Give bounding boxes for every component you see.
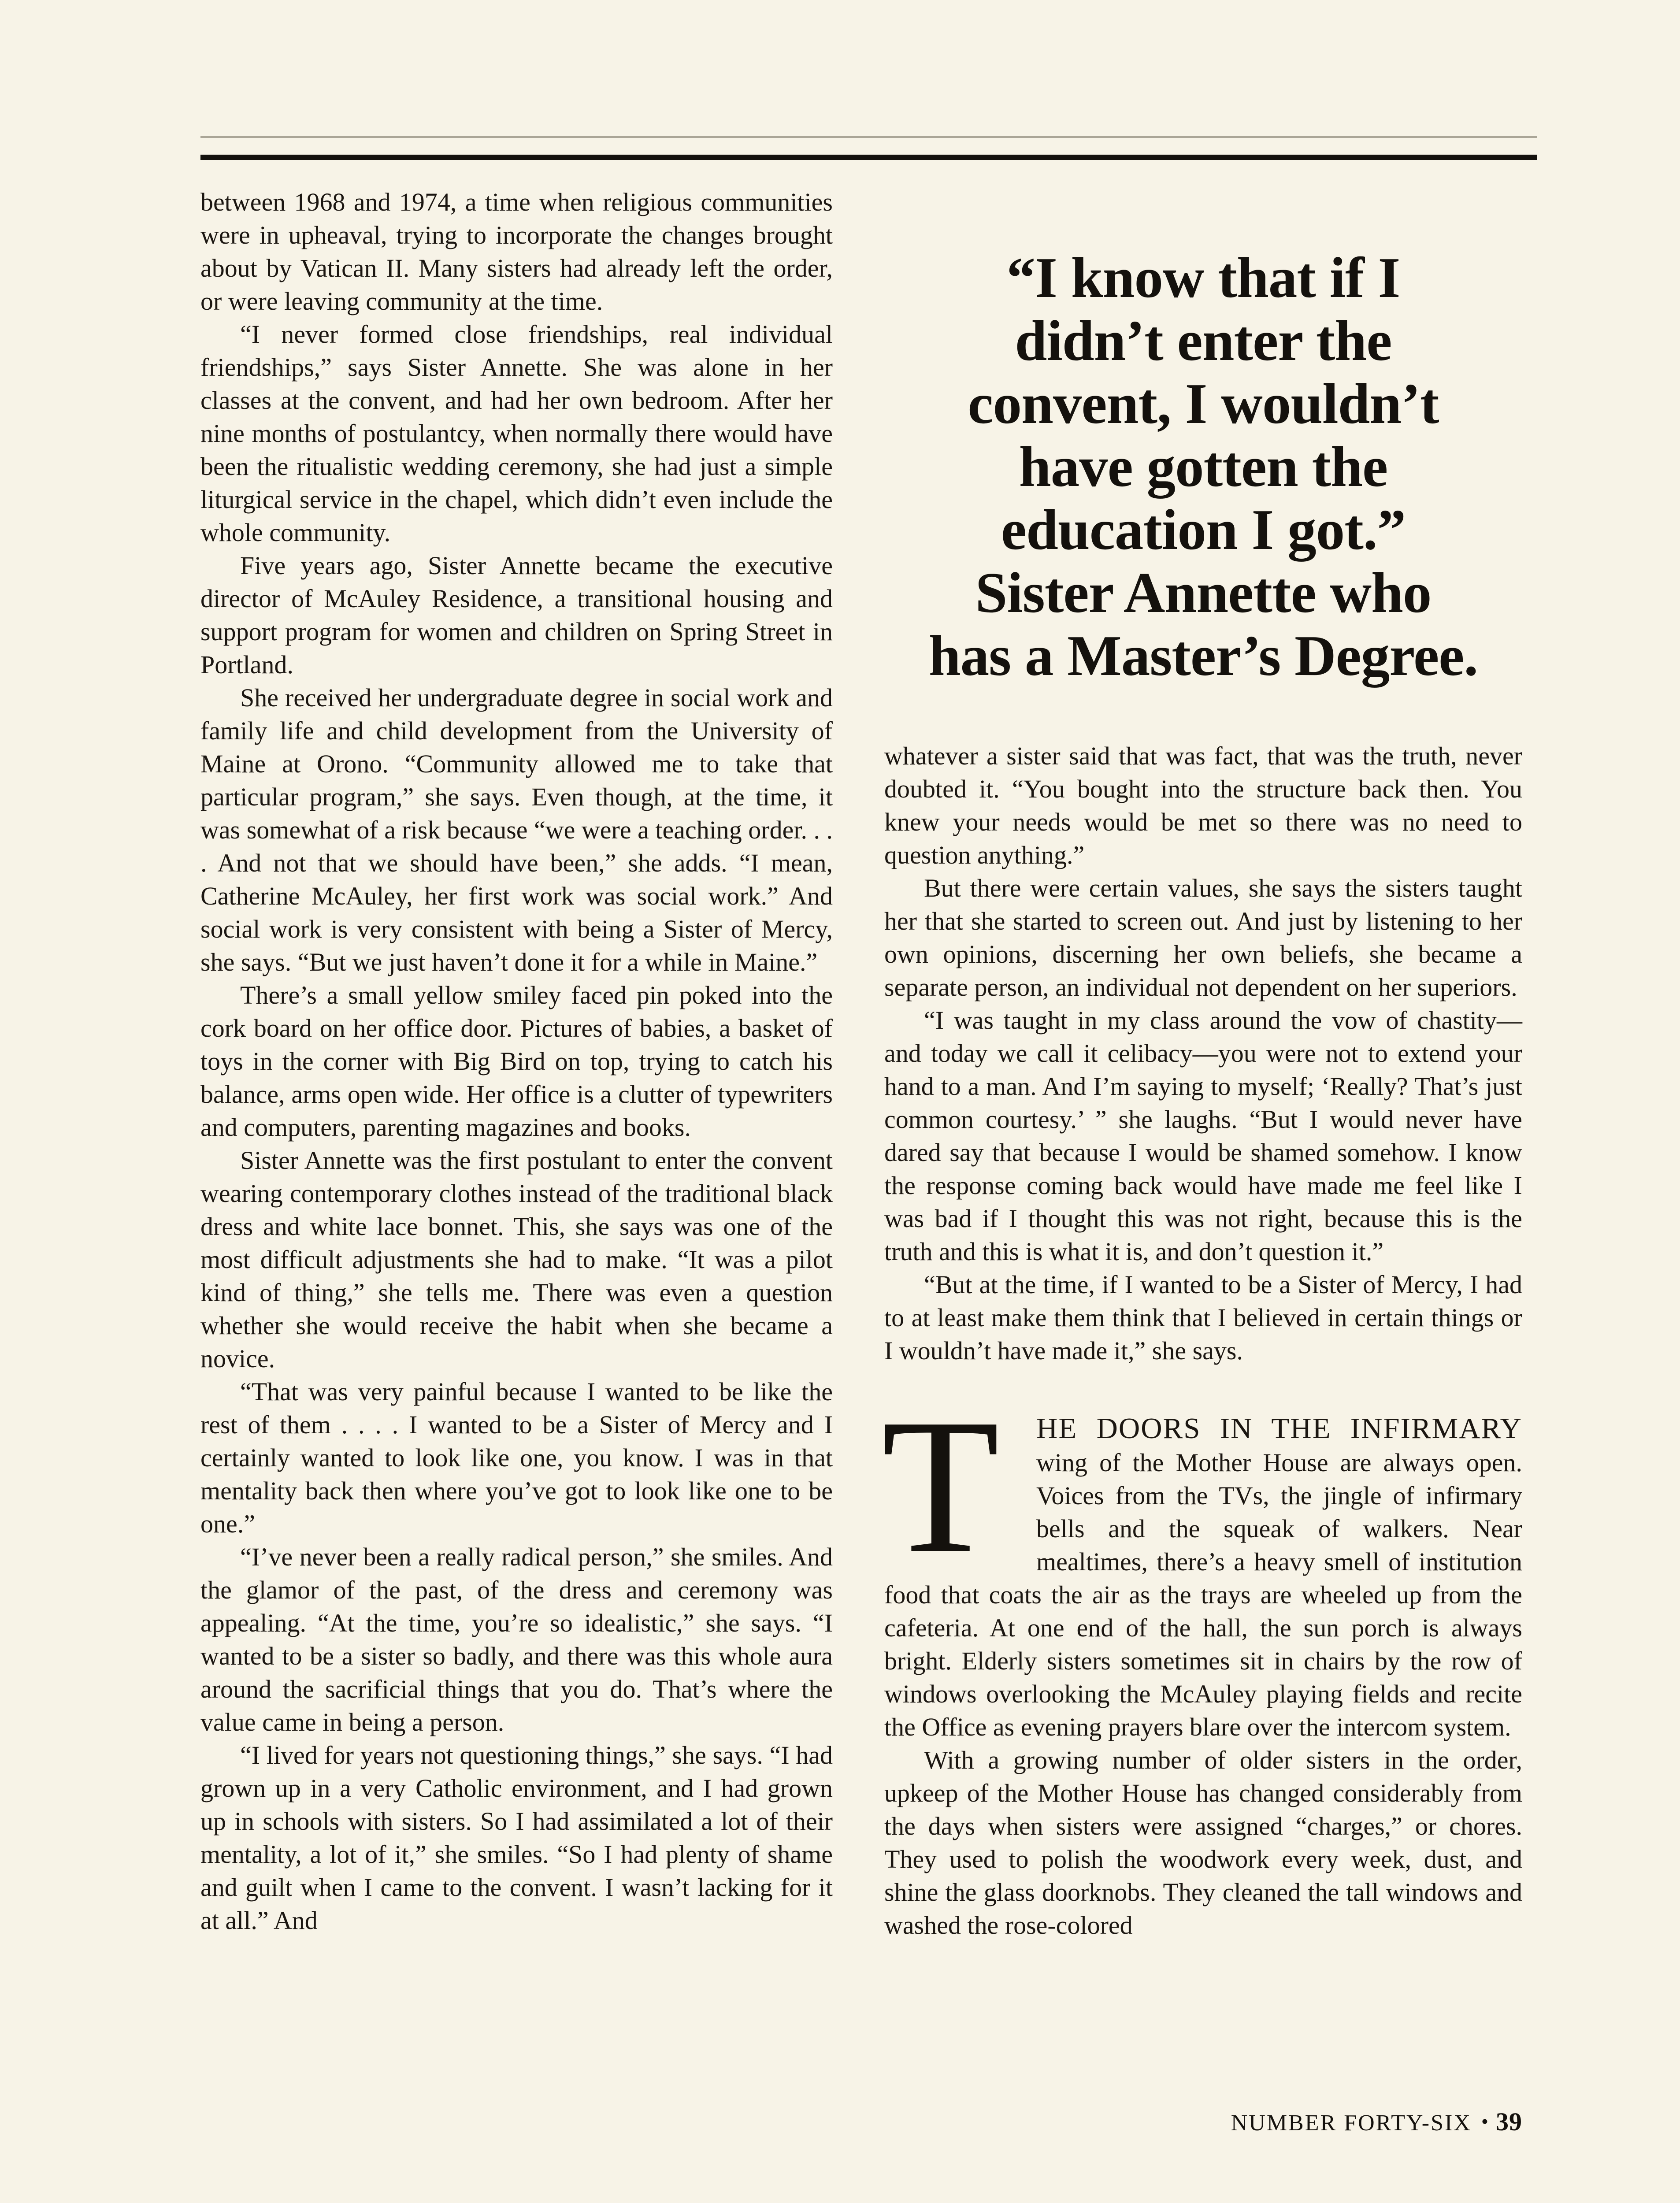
body-paragraph: She received her undergraduate degree in social work and family life and child development from the University of Maine at Orono. “Community allowed me to take that particular program,” she says. Even though, at the time, it was somewhat of a risk because “we were a teaching order. . . . And not that we should have been,” she adds. “I mean, Catherine McAuley, her first work was social work.” And social work is very consistent with being a Sister of Mercy, she says. “But we just haven’t done it for a while in Maine.” [200,683,833,976]
page-footer [200,2107,1522,2136]
body-paragraph: But there were certain values, she says the sisters taught her that she started to screen out. And just by listening to her own opinions, discerning her own beliefs, she became a separate person, an individual not dependent on her superiors. [884,874,1522,1001]
pull-quote-line: Sister Annette who [975,561,1432,625]
body-paragraph: With a growing number of older sisters in the order, upkeep of the Mother House has changed considerably from the days when sisters were assigned “charges,” or chores. They used to polish the woodwork every week, dust, and shine the glass doorknobs. They cleaned the tall windows and washed the rose-colored [884,1746,1522,1940]
pull-quote-line: convent, I wouldn’t [968,372,1439,436]
pull-quote-line: has a Master’s Degree. [928,624,1478,688]
section-opening-paragraph [882,1379,1522,1743]
pull-quote-line: didn’t enter the [1015,309,1392,373]
section-lead-in: HE DOORS IN THE INFIRMARY [1036,1412,1522,1445]
bullet-separator: • [1481,2110,1490,2133]
drop-cap-letter: T [882,1379,1000,1593]
pull-quote-line: have gotten the [1019,435,1388,499]
section-opening-text: wing of the Mother House are always open. Voices from the TVs, the jingle of infirmary bells and the squeak of walkers. Near mealtimes, there’s a heavy smell of institution food that coats the air as the trays are wheeled up from the cafeteria. At one end of the hall, the sun porch is always bright. Elderly sisters sometimes sit in chairs by the row of windows overlooking the McAuley playing fields and recite the Office as evening prayers blare over the intercom system. [884,1448,1522,1741]
issue-label: NUMBER FORTY-SIX [1231,2110,1472,2136]
pull-quote [884,246,1522,687]
pull-quote-line: education I got.” [1001,498,1406,562]
page-number: 39 [1496,2107,1522,2136]
body-paragraph: whatever a sister said that was fact, that was the truth, never doubted it. “You bought into the structure back then. You knew your needs would be met so there was no need to question anything.” [884,742,1522,869]
left-column [200,185,833,1937]
infirmary-section [882,1379,1522,1942]
body-paragraph: “I lived for years not questioning things,” she says. “I had grown up in a very Catholic environment, and I had grown up in schools with sisters. So I had assimilated a lot of their mentality, a lot of it,” she smiles. “So I had plenty of shame and guilt when I came to the convent. I wasn’t lacking for it at all.” And [200,1741,833,1935]
right-column [884,185,1522,1942]
body-paragraph: “I never formed close friendships, real individual friendships,” says Sister Annette. She was alone in her classes at the convent, and had her own bedroom. After her nine months of postulantcy, when normally there would have been the ritualistic wedding ceremony, she had just a simple liturgical service in the chapel, which didn’t even include the whole community. [200,320,833,547]
top-hairline-rule [200,136,1537,138]
body-paragraph: Five years ago, Sister Annette became the executive director of McAuley Residence, a transitional housing and support program for women and children on Spring Street in Portland. [200,551,833,679]
drop-cap [882,1379,1016,1593]
body-paragraph: There’s a small yellow smiley faced pin poked into the cork board on her office door. Pictures of babies, a basket of toys in the corner with Big Bird on top, trying to catch his balance, arms open wide. Her office is a clutter of typewriters and computers, parenting magazines and books. [200,981,833,1142]
body-paragraph: Sister Annette was the first postulant to enter the convent wearing contemporary clothes instead of the traditional black dress and white lace bonnet. This, she says was one of the most difficult adjustments she had to make. “It was a pilot kind of thing,” she tells me. There was even a question whether she would receive the habit when she became a novice. [200,1146,833,1373]
body-paragraph: “That was very painful because I wanted to be like the rest of them . . . . I wanted to be a Sister of Mercy and I certainly wanted to look like one, you know. I was in that mentality back then where you’ve got to look like one to be one.” [200,1377,833,1538]
body-paragraph: “But at the time, if I wanted to be a Sister of Mercy, I had to at least make them think that I believed in certain things or I wouldn’t have made it,” she says. [884,1270,1522,1365]
top-thick-rule [200,155,1537,160]
body-paragraph: “I’ve never been a really radical person,” she smiles. And the glamor of the past, of the dress and ceremony was appealing. “At the time, you’re so idealistic,” she says. “I wanted to be a sister so badly, and there was this whole aura around the sacrificial things that you do. That’s where the value came in being a person. [200,1543,833,1736]
pull-quote-line: “I know that if I [1006,246,1400,310]
body-paragraph: between 1968 and 1974, a time when religious communities were in upheaval, trying to incorporate the changes brought about by Vatican II. Many sisters had already left the order, or were leaving community at the time. [200,188,833,315]
body-paragraph: “I was taught in my class around the vow of chastity—and today we call it celibacy—you were not to extend your hand to a man. And I’m saying to myself; ‘Really? That’s just common courtesy.’ ” she laughs. “But I would never have dared say that because I would be shamed somehow. I know the response coming back would have made me feel like I was bad if I thought this was not right, because this is the truth and this is what it is, and don’t question it.” [884,1006,1522,1266]
